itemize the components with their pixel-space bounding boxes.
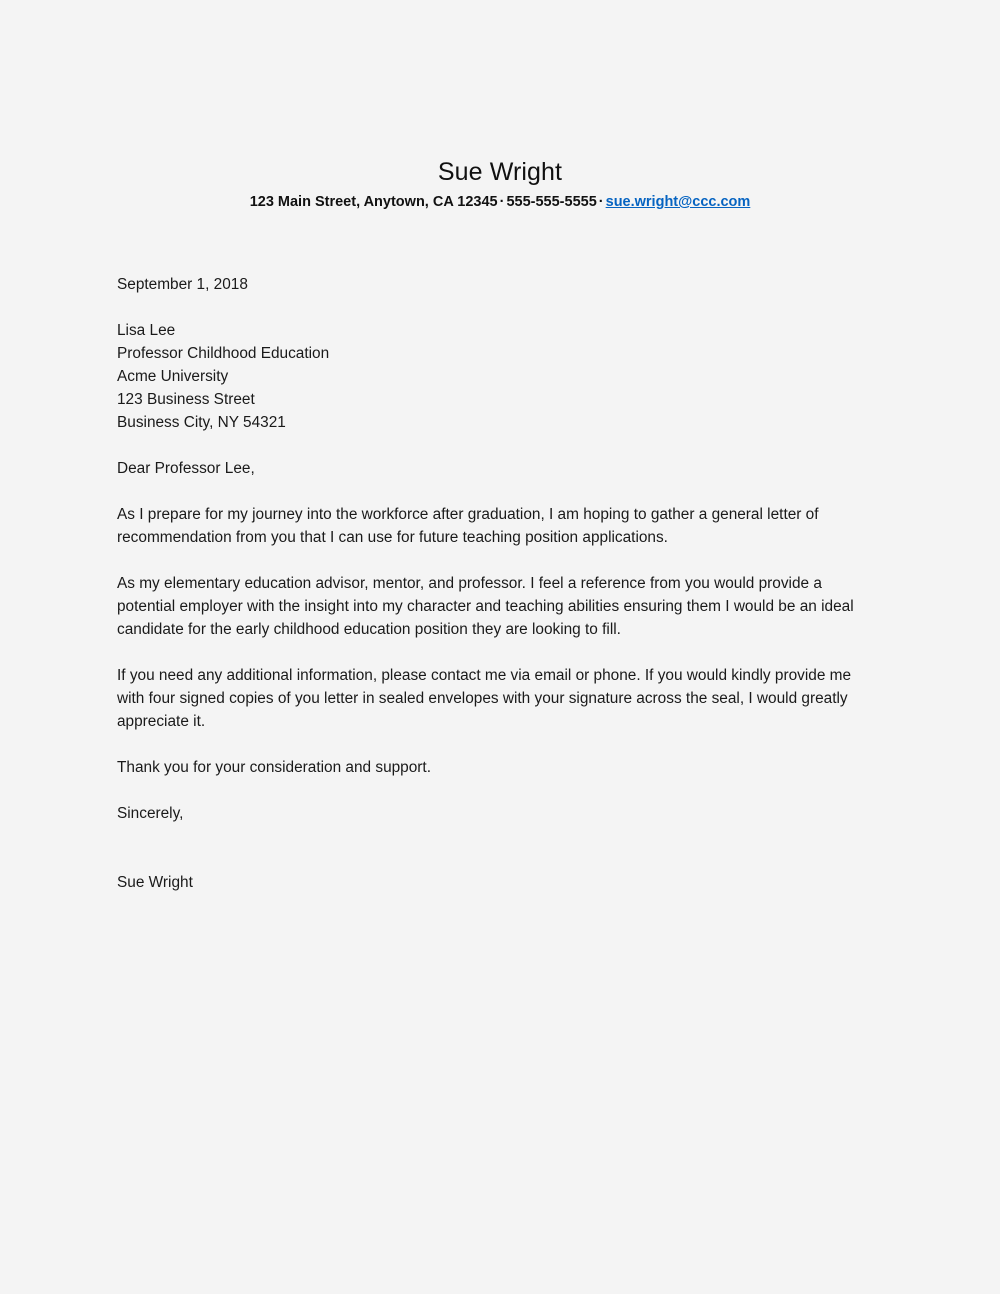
letter-date: September 1, 2018 — [117, 276, 248, 293]
body-paragraph-3: If you need any additional information, please contact me via email or phone. If you would kindly provide me with four signed copies of you letter in sealed envelopes with your signature across the seal, I would greatly appreciate it. — [117, 667, 852, 730]
sender-email-link[interactable]: sue.wright@ccc.com — [605, 194, 751, 210]
recipient-organization: Acme University — [117, 368, 229, 385]
signature-name: Sue Wright — [117, 874, 193, 891]
contact-separator-1: · — [499, 194, 505, 210]
body-paragraph-1: As I prepare for my journey into the workforce after graduation, I am hoping to gather a general letter of recommendation from you that I can use for future teaching position applications. — [117, 506, 819, 546]
signature-space — [117, 848, 879, 871]
closing-line: Sincerely, — [117, 805, 184, 822]
letterhead — [0, 157, 1000, 213]
body-paragraph-4: Thank you for your consideration and support. — [117, 759, 431, 776]
recipient-title: Professor Childhood Education — [117, 345, 330, 362]
salutation: Dear Professor Lee, — [117, 460, 255, 477]
contact-separator-2: · — [598, 194, 604, 210]
sender-phone: 555-555-5555 — [506, 194, 597, 210]
sender-address: 123 Main Street, Anytown, CA 12345 — [249, 194, 498, 210]
sender-name: Sue Wright — [437, 158, 563, 186]
recipient-name: Lisa Lee — [117, 322, 176, 339]
body-paragraph-2: As my elementary education advisor, mentor, and professor. I feel a reference from you would provide a potential employer with the insight into my character and teaching abilities ensuring them I would be an ideal candidate for the early childhood education position they are looking to fill. — [117, 575, 854, 638]
recipient-street: 123 Business Street — [117, 391, 255, 408]
sender-contact-line — [0, 191, 1000, 213]
recipient-city-state-zip: Business City, NY 54321 — [117, 414, 286, 431]
letter-body — [117, 273, 879, 894]
recipient-address-block — [117, 319, 879, 434]
